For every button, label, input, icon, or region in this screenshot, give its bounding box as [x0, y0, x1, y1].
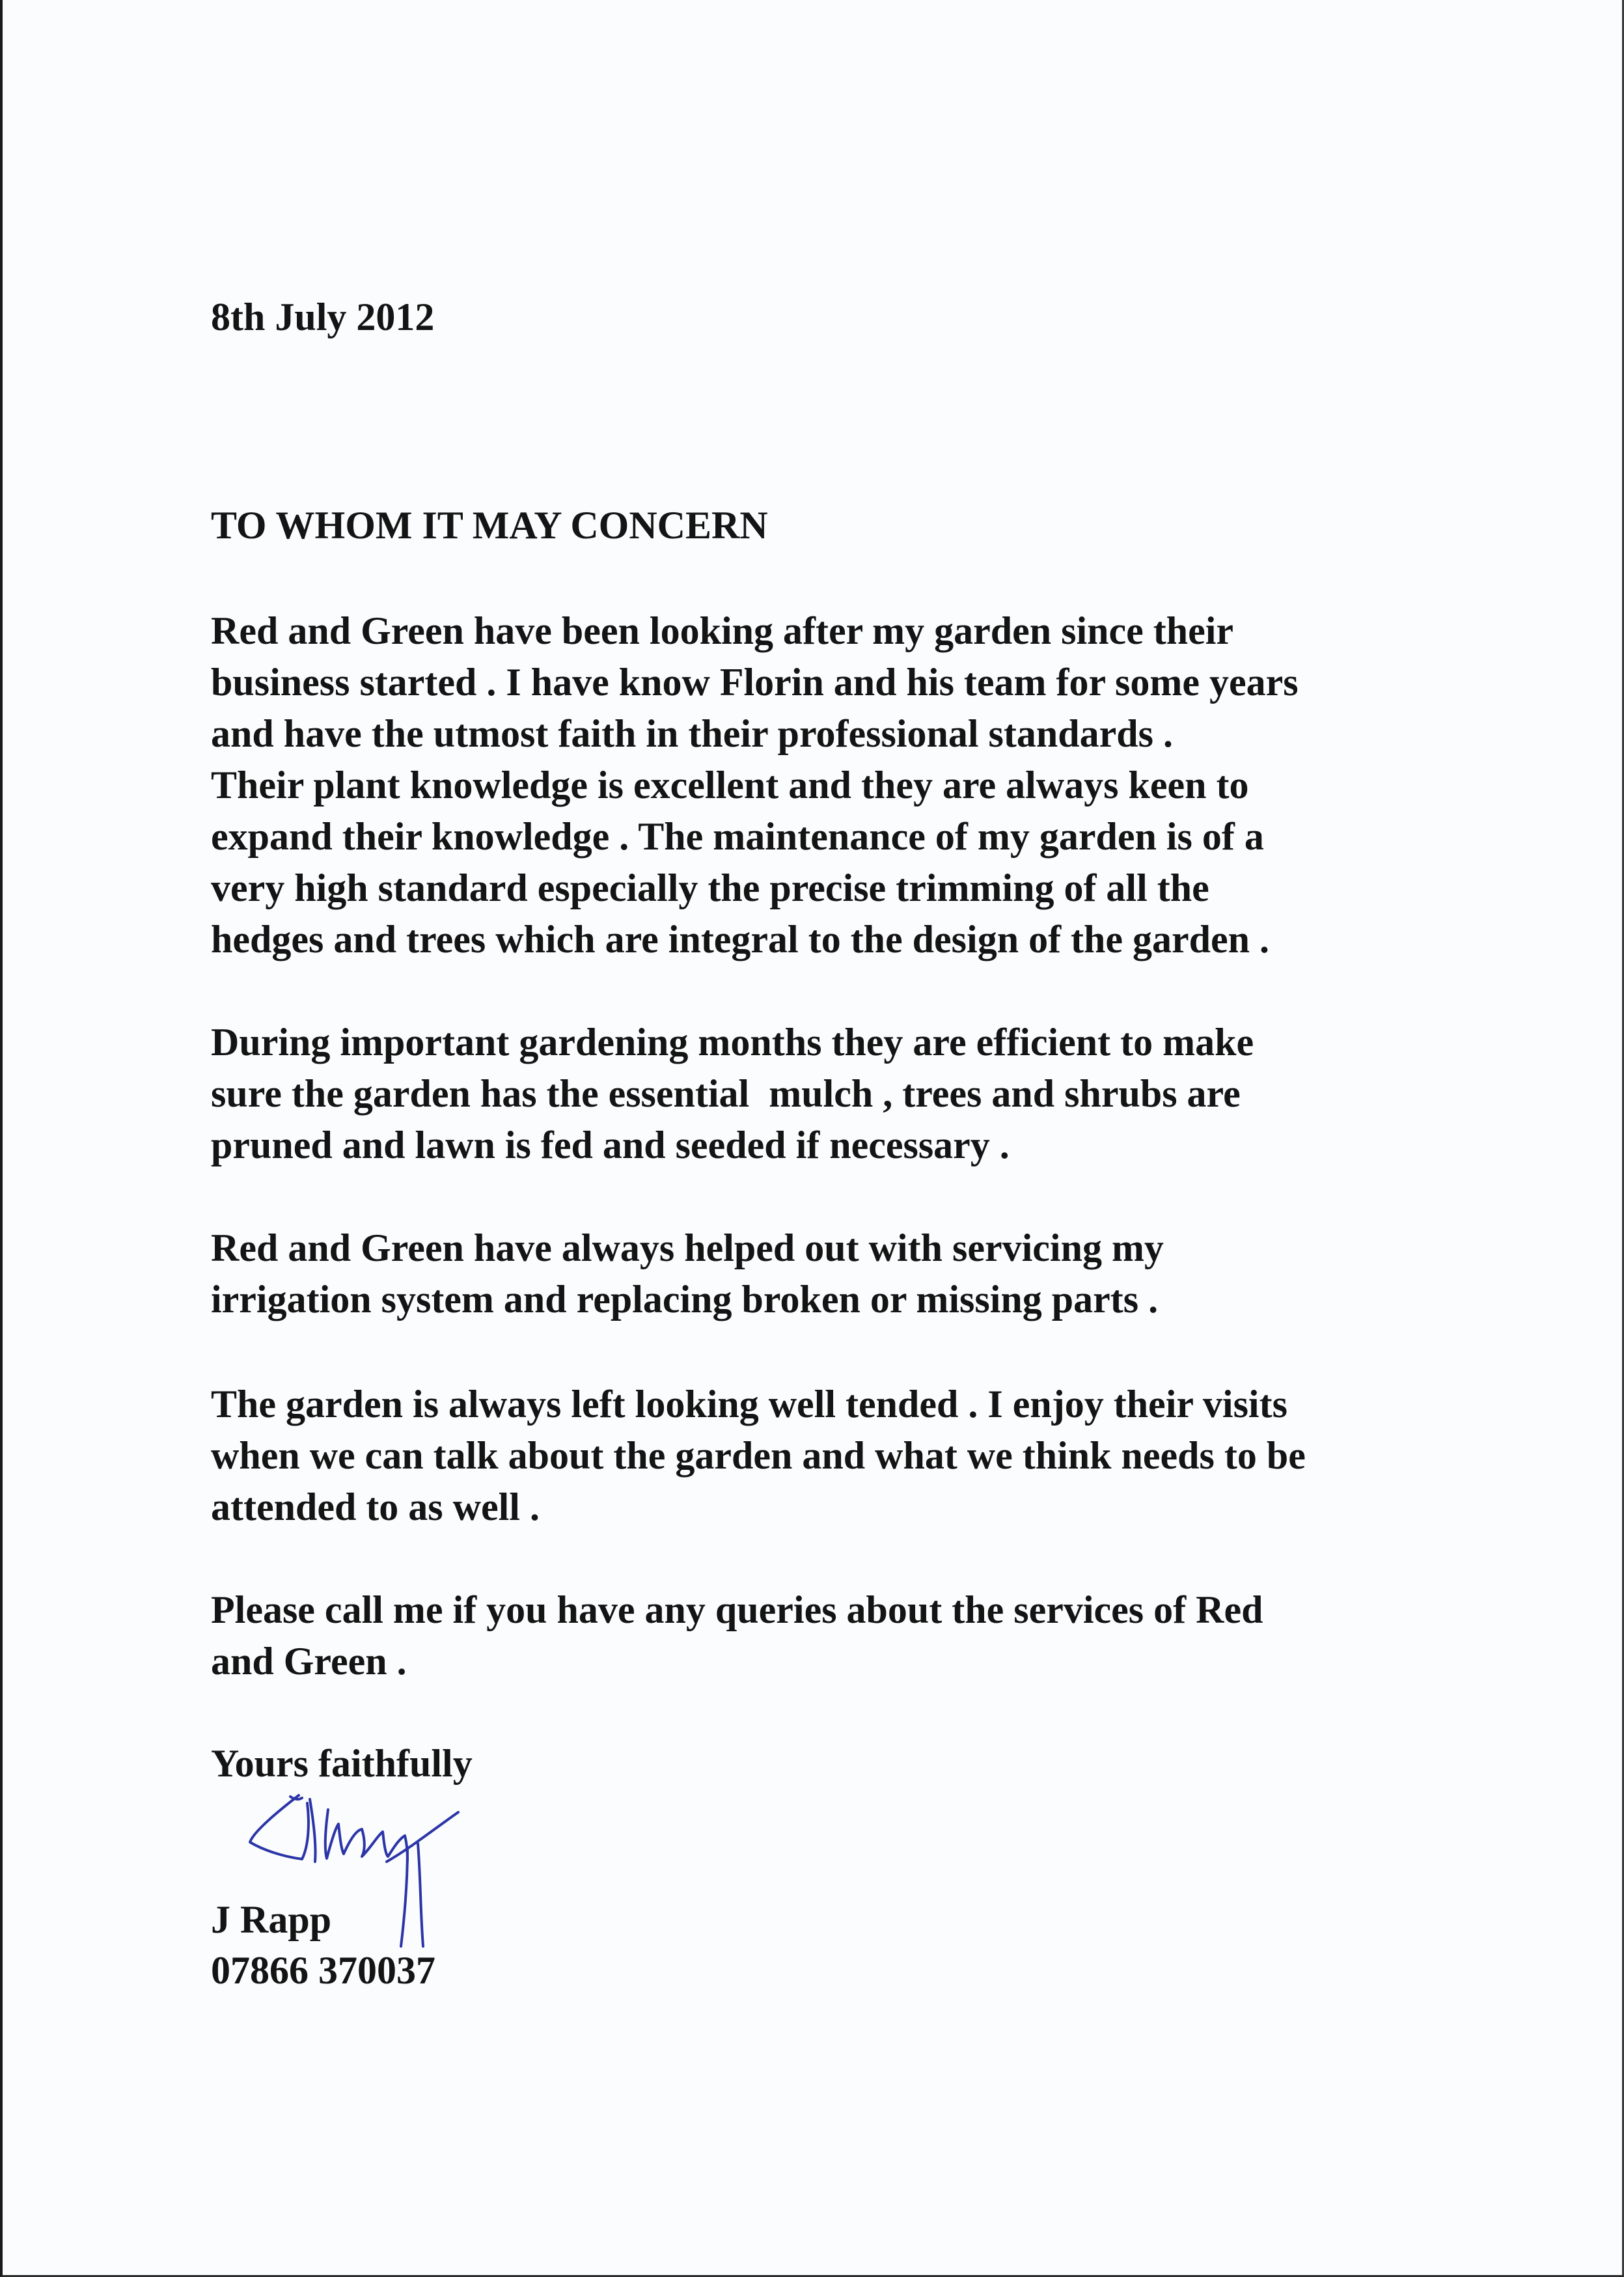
paragraph-line: business started . I have know Florin and his team for some years	[211, 661, 1299, 704]
paragraph-line: Red and Green have been looking after my garden since their	[211, 609, 1234, 652]
paragraph-line: hedges and trees which are integral to the design of the garden .	[211, 918, 1270, 961]
paragraph-4	[211, 1379, 1306, 1533]
paragraph-5	[211, 1584, 1263, 1687]
signer-name: J Rapp	[211, 1898, 332, 1941]
paragraph-1	[211, 605, 1299, 965]
letter-salutation: TO WHOM IT MAY CONCERN	[211, 504, 768, 547]
paragraph-line: pruned and lawn is fed and seeded if necessary .	[211, 1124, 1010, 1166]
paragraph-2	[211, 1017, 1254, 1171]
paragraph-line: irrigation system and replacing broken or missing parts .	[211, 1278, 1159, 1321]
letter-closing: Yours faithfully	[211, 1742, 473, 1785]
paragraph-line: and Green .	[211, 1640, 407, 1683]
letter-date: 8th July 2012	[211, 296, 435, 338]
paragraph-line: very high standard especially the precise trimming of all the	[211, 866, 1209, 909]
paragraph-line: Red and Green have always helped out with servicing my	[211, 1226, 1164, 1269]
paragraph-line: Please call me if you have any queries about the services of Red	[211, 1588, 1263, 1631]
paragraph-line: The garden is always left looking well tended . I enjoy their visits	[211, 1383, 1287, 1426]
paragraph-3	[211, 1222, 1164, 1325]
paragraph-line: sure the garden has the essential mulch , trees and shrubs are	[211, 1072, 1241, 1115]
signer-phone: 07866 370037	[211, 1949, 435, 1992]
paragraph-line: During important gardening months they are efficient to make	[211, 1021, 1254, 1064]
paragraph-line: expand their knowledge . The maintenance of my garden is of a	[211, 815, 1264, 858]
paragraph-line: when we can talk about the garden and what we think needs to be	[211, 1434, 1306, 1477]
paragraph-line: Their plant knowledge is excellent and they are always keen to	[211, 764, 1249, 807]
paragraph-line: and have the utmost faith in their professional standards .	[211, 712, 1173, 755]
paragraph-line: attended to as well .	[211, 1485, 540, 1528]
